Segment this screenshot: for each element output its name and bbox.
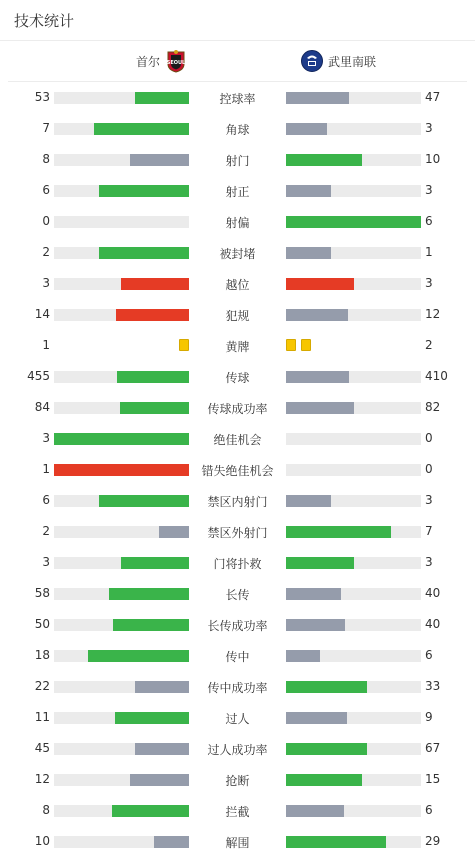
away-stat-bar	[286, 526, 421, 538]
stat-row	[0, 454, 475, 485]
away-stat-value: 1	[425, 245, 433, 259]
away-stat-bar-fill	[286, 712, 347, 724]
stat-row	[0, 175, 475, 206]
home-stat-bar-fill	[88, 650, 189, 662]
away-stat-bar	[286, 185, 421, 197]
home-stat-value: 11	[34, 710, 50, 724]
away-stat-value: 6	[425, 648, 433, 662]
stat-label: 控球率	[219, 92, 256, 106]
home-stat-bar	[54, 247, 189, 259]
stat-label: 角球	[225, 123, 250, 137]
away-stat-bar-fill	[286, 774, 362, 786]
yellow-card-icon	[179, 339, 189, 351]
home-stat-value: 50	[34, 617, 50, 631]
home-stat-value: 58	[34, 586, 50, 600]
home-stat-bar	[54, 619, 189, 631]
stat-label: 禁区内射门	[207, 495, 268, 509]
home-stat-bar-fill	[135, 681, 189, 693]
stat-label: 错失绝佳机会	[201, 464, 274, 478]
home-stat-bar-fill	[121, 557, 189, 569]
stat-label: 传球	[225, 371, 250, 385]
away-stat-bar-fill	[286, 309, 348, 321]
away-stat-bar	[286, 278, 421, 290]
away-stat-value: 0	[425, 462, 433, 476]
away-stat-value: 15	[425, 772, 441, 786]
home-stat-bar-fill	[135, 743, 189, 755]
home-stat-value: 53	[34, 90, 50, 104]
away-stat-bar	[286, 216, 421, 228]
away-stat-value: 0	[425, 431, 433, 445]
away-stat-value: 29	[425, 834, 441, 848]
stat-row	[0, 702, 475, 733]
away-stat-bar-fill	[286, 495, 331, 507]
stat-label: 长传成功率	[207, 619, 268, 633]
home-stat-value: 12	[34, 772, 50, 786]
home-stat-bar-fill	[154, 836, 189, 848]
away-stat-bar-fill	[286, 123, 327, 135]
home-stat-bar-fill	[159, 526, 189, 538]
home-stat-value: 45	[34, 741, 50, 755]
stat-row	[0, 206, 475, 237]
away-stat-bar	[286, 247, 421, 259]
away-stat-bar	[286, 712, 421, 724]
home-stat-value: 2	[42, 245, 50, 259]
away-stat-bar-fill	[286, 402, 354, 414]
stat-row	[0, 609, 475, 640]
away-stat-bar	[286, 309, 421, 321]
stat-label: 射门	[225, 154, 250, 168]
stat-label: 传中	[225, 650, 250, 664]
away-stat-bar	[286, 588, 421, 600]
home-stat-value: 7	[42, 121, 50, 135]
svg-text:SEOUL: SEOUL	[166, 60, 186, 66]
section-header	[0, 0, 475, 41]
stat-row	[0, 237, 475, 268]
home-stat-value: 6	[42, 493, 50, 507]
away-stat-bar	[286, 92, 421, 104]
home-stat-value: 6	[42, 183, 50, 197]
stat-label: 过人	[225, 712, 250, 726]
stat-row	[0, 640, 475, 671]
away-stat-value: 10	[425, 152, 441, 166]
stat-label: 禁区外射门	[207, 526, 268, 540]
stat-label: 射偏	[225, 216, 250, 230]
away-team-name: 武里南联	[328, 54, 377, 69]
home-stat-bar-fill	[94, 123, 189, 135]
away-stat-value: 82	[425, 400, 441, 414]
home-stat-value: 14	[34, 307, 50, 321]
home-stat-bar	[54, 526, 189, 538]
away-stat-value: 9	[425, 710, 433, 724]
home-team-name: 首尔	[136, 54, 161, 69]
away-stat-value: 3	[425, 121, 433, 135]
stat-row	[0, 516, 475, 547]
stat-row	[0, 144, 475, 175]
away-stat-bar-fill	[286, 805, 344, 817]
away-stat-bar	[286, 495, 421, 507]
away-stat-bar-fill	[286, 216, 421, 228]
away-team	[300, 49, 376, 73]
stat-label: 被封堵	[219, 247, 256, 261]
away-stat-bar	[286, 836, 421, 848]
home-stat-bar-fill	[116, 309, 189, 321]
stat-row	[0, 361, 475, 392]
home-stat-bar	[54, 650, 189, 662]
team-header	[8, 41, 467, 82]
home-stat-bar	[54, 712, 189, 724]
home-stat-bar	[54, 495, 189, 507]
away-stat-bar-fill	[286, 247, 331, 259]
away-stat-bar	[286, 805, 421, 817]
stat-label: 解围	[225, 836, 250, 850]
home-stat-bar	[54, 836, 189, 848]
home-stat-bar-fill	[109, 588, 189, 600]
away-stat-bar	[286, 557, 421, 569]
away-stat-value: 6	[425, 803, 433, 817]
home-team	[136, 49, 188, 73]
away-stat-value: 7	[425, 524, 433, 538]
away-stat-value: 410	[425, 369, 448, 383]
away-stat-value: 3	[425, 183, 433, 197]
away-stat-value: 47	[425, 90, 441, 104]
home-stat-bar-fill	[130, 154, 189, 166]
away-stat-bar	[286, 402, 421, 414]
home-stat-bar-fill	[120, 402, 189, 414]
home-stat-bar-fill	[112, 805, 189, 817]
home-stat-bar	[54, 402, 189, 414]
home-stat-bar	[54, 154, 189, 166]
away-stat-bar-fill	[286, 681, 367, 693]
home-stat-bar-fill	[130, 774, 189, 786]
away-stat-value: 12	[425, 307, 441, 321]
home-stat-bar	[54, 92, 189, 104]
away-stat-value: 40	[425, 586, 441, 600]
away-stat-bar	[286, 123, 421, 135]
stat-row	[0, 764, 475, 795]
away-stat-value: 2	[425, 338, 433, 352]
away-stat-value: 67	[425, 741, 441, 755]
stat-label: 过人成功率	[207, 743, 268, 757]
away-stat-bar-fill	[286, 371, 349, 383]
away-stat-bar	[286, 464, 421, 476]
home-stat-bar-fill	[121, 278, 189, 290]
away-stat-bar	[286, 650, 421, 662]
away-stat-value: 3	[425, 276, 433, 290]
home-stat-bar	[54, 681, 189, 693]
away-stat-bar	[286, 743, 421, 755]
stat-label: 抢断	[225, 774, 250, 788]
stat-row	[0, 485, 475, 516]
home-stat-value: 10	[34, 834, 50, 848]
stat-row	[0, 113, 475, 144]
stat-label: 传球成功率	[207, 402, 268, 416]
home-stat-bar	[54, 464, 189, 476]
home-stat-bar	[54, 278, 189, 290]
home-stat-value: 8	[42, 152, 50, 166]
stat-label: 拦截	[225, 805, 250, 819]
away-stat-bar-fill	[286, 526, 391, 538]
away-stat-value: 3	[425, 555, 433, 569]
away-stat-bar-fill	[286, 154, 362, 166]
stat-row	[0, 299, 475, 330]
home-stat-bar	[54, 216, 189, 228]
home-stat-value: 1	[42, 338, 50, 352]
away-stat-bar-fill	[286, 650, 320, 662]
away-stat-bar-fill	[286, 278, 354, 290]
stat-row	[0, 268, 475, 299]
away-stat-bar	[286, 371, 421, 383]
stat-label: 传中成功率	[207, 681, 268, 695]
fc-seoul-crest-icon	[164, 49, 188, 73]
home-stat-bar	[54, 309, 189, 321]
stat-row	[0, 392, 475, 423]
home-stat-bar	[54, 557, 189, 569]
away-stat-bar-fill	[286, 588, 341, 600]
home-stat-bar-fill	[113, 619, 189, 631]
yellow-card-icon	[286, 339, 296, 351]
stat-label: 长传	[225, 588, 250, 602]
stat-row	[0, 671, 475, 702]
home-stat-bar-fill	[117, 371, 189, 383]
home-stat-bar	[54, 185, 189, 197]
away-stat-value: 40	[425, 617, 441, 631]
away-stat-bar	[286, 154, 421, 166]
home-stat-bar-fill	[99, 185, 189, 197]
stat-row	[0, 330, 475, 361]
home-stat-value: 1	[42, 462, 50, 476]
stat-row	[0, 578, 475, 609]
away-stat-bar-fill	[286, 92, 349, 104]
stat-label: 黄牌	[225, 340, 250, 354]
home-stat-bar-fill	[54, 433, 189, 445]
away-stat-bar-fill	[286, 619, 345, 631]
home-stat-value: 455	[27, 369, 50, 383]
home-stat-value: 8	[42, 803, 50, 817]
home-stat-bar	[54, 588, 189, 600]
home-stat-value: 3	[42, 276, 50, 290]
yellow-card-icon	[301, 339, 311, 351]
home-stat-bar-fill	[99, 495, 189, 507]
home-stat-bar-fill	[99, 247, 189, 259]
stat-row	[0, 795, 475, 826]
away-stat-value: 6	[425, 214, 433, 228]
home-stat-bar-fill	[135, 92, 189, 104]
home-stat-bar	[54, 433, 189, 445]
buriram-united-crest-icon	[300, 49, 324, 73]
home-stat-bar	[54, 123, 189, 135]
away-stat-bar-fill	[286, 743, 367, 755]
away-stat-bar	[286, 774, 421, 786]
stat-label: 绝佳机会	[213, 433, 262, 447]
stat-row	[0, 423, 475, 454]
away-stat-bar	[286, 433, 421, 445]
home-stat-value: 3	[42, 555, 50, 569]
stat-row	[0, 547, 475, 578]
away-stat-value: 33	[425, 679, 441, 693]
home-stat-bar	[54, 371, 189, 383]
away-stat-bar-fill	[286, 557, 354, 569]
home-stat-value: 0	[42, 214, 50, 228]
home-stat-value: 84	[34, 400, 50, 414]
home-stat-value: 3	[42, 431, 50, 445]
stat-row	[0, 733, 475, 764]
stat-row	[0, 826, 475, 857]
stat-label: 门将扑救	[213, 557, 262, 571]
away-stat-bar	[286, 619, 421, 631]
home-stat-value: 18	[34, 648, 50, 662]
stat-label: 越位	[225, 278, 250, 292]
home-stat-bar	[54, 743, 189, 755]
away-stat-bar-fill	[286, 836, 386, 848]
home-stat-bar-fill	[54, 464, 189, 476]
home-stat-value: 2	[42, 524, 50, 538]
home-stat-value: 22	[34, 679, 50, 693]
stat-label: 射正	[225, 185, 250, 199]
home-stat-bar	[54, 774, 189, 786]
stat-row	[0, 82, 475, 113]
away-stat-value: 3	[425, 493, 433, 507]
away-stat-bar-fill	[286, 185, 331, 197]
stat-label: 犯规	[225, 309, 250, 323]
section-title: 技术统计	[14, 12, 75, 30]
away-stat-bar	[286, 681, 421, 693]
home-stat-bar	[54, 805, 189, 817]
home-stat-bar-fill	[115, 712, 189, 724]
